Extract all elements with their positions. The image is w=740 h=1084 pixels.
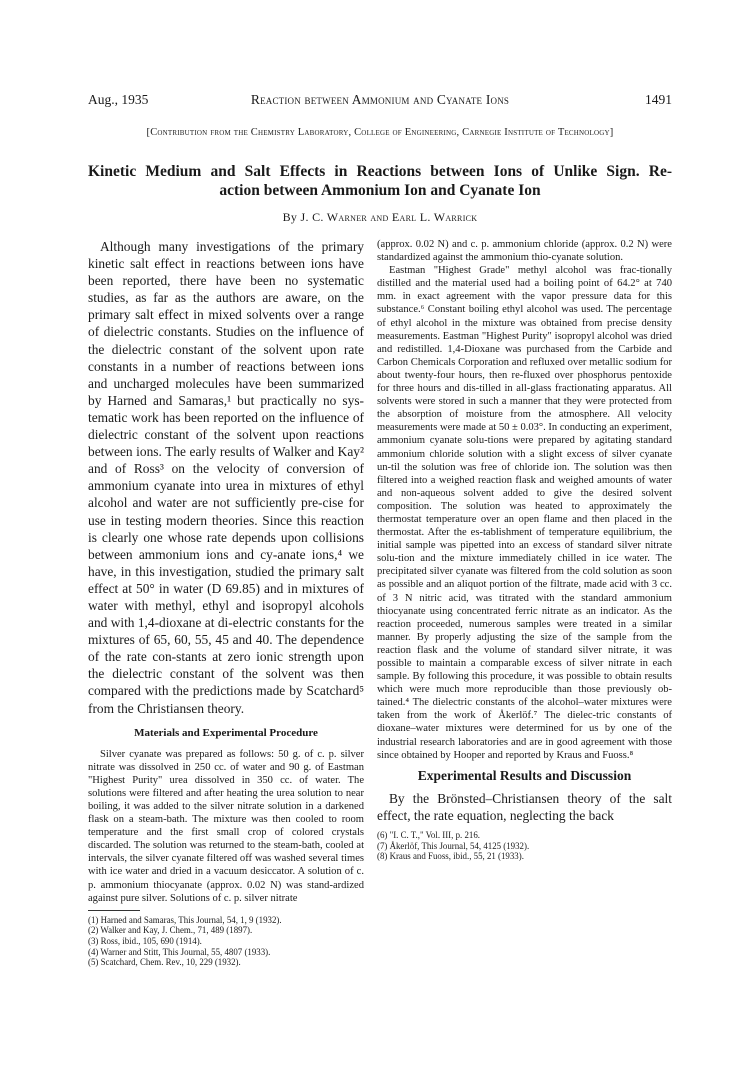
- article-title-line-2: action between Ammonium Ion and Cyanate Ion: [219, 182, 541, 199]
- article-title-line-1: Kinetic Medium and Salt Effects in Reactions between Ions of Unlike Sign. Re-: [88, 163, 672, 180]
- results-paragraph: By the Brönsted–Christiansen theory of the salt effect, the rate equation, neglecting the back: [377, 790, 672, 823]
- footnote-8: (8) Kraus and Fuoss, ibid., 55, 21 (1933).: [377, 851, 524, 862]
- author-line: [88, 210, 672, 225]
- right-column: [377, 238, 672, 862]
- author-names: J. C. Warner and Earl L. Warrick: [300, 210, 478, 224]
- page-number: 1491: [645, 92, 672, 107]
- footnote-5: (5) Scatchard, Chem. Rev., 10, 229 (1932).: [88, 957, 241, 968]
- materials-method-paragraph: Eastman "Highest Grade" methyl alcohol was frac-tionally distilled and the material used had a boiling point of 64.2° at 740 mm. in exact agreement with the vapor pressure data for this substance.⁶ Constant boiling ethyl alcohol was used. The percentage of ethyl alcohol in the mixture was obtained from precise density measurements. Eastman "Highest Purity" isopropyl alcohol was dried and redistilled. 1,4-Dioxane was purchased from the Carbide and Carbon Chemicals Corporation and refluxed over metallic sodium for about twenty-four hours, then re-fluxed over phosphorus pentoxide for three hours and dis-tilled in all-glass fractionating apparatus. All solvents were stored in such a manner that they were protected from the absorption of moisture from the atmosphere. All velocity measurements were made at 50 ± 0.03°. In conducting an experiment, ammonium cyanate solu-tions were prepared by agitating standard ammonium chloride solution with a slight excess of silver cyanate un-til the solution was free of chloride ion. The solution was then filtered into a weighed reaction flask and weighed amounts of water and non-aqueous solvent added to give the desired solvent composition. The solution was heated to approximately the thermostat temperature over an open flame and then placed in the thermostat. After the es-tablishment of temperature equilibrium, the initial sample was pipetted into an excess of standard silver nitrate solu-tion and the mixture immediately chilled in ice water. The precipitated silver cyanate was filtered from the cold solution as soon as possible and an aliquot portion of the filtrate, made acid with 3 cc. of 3 N nitric acid, was titrated with the standard ammonium thiocyanate using concentrated ferric nitrate as an indicator. As the reaction proceeded, numerous samples were treated in a similar manner. By properly adjusting the size of the sample from the reaction flask and the volume of standard silver nitrate, it was possible to maintain a comparable excess of silver nitrate in each sample. By following this procedure, it was possible to obtain results which were much more reproducible than those previously ob-tained.⁴ The dielectric constants of the alcohol–water mixtures were taken from the work of Åkerlöf.⁷ The dielec-tric constants of dioxane–water mixtures were determined for us by one of the industrial research laboratories and are in good agreement with those since obtained by Hooper and reported by Kraus and Fuoss.⁸: [377, 265, 672, 761]
- section-heading-materials: Materials and Experimental Procedure: [134, 726, 318, 739]
- running-head: [88, 92, 672, 110]
- procedure-paragraph: Silver cyanate was prepared as follows: 50 g. of c. p. silver nitrate was dissolved in 250 cc. of water and 90 g. of Eastman "Highest Purity" urea dissolved in 350 cc. of water. The solutions were filtered and after heating the urea solution to near boiling, it was added to the silver nitrate solution in a darkened flask on a steam-bath. The mixture was then cooled to room temperature and the first small crop of colored crystals discarded. The solution was returned to the steam-bath, cooled at intervals, the silver cyanate filtered off was washed several times with ice water and dried in a vacuum desiccator. A solution of c. p. ammonium thiocyanate (approx. 0.02 N) was stand-ardized against pure silver. Solutions of c. p. silver nitrate: [88, 748, 364, 904]
- footnote-2: (2) Walker and Kay, J. Chem., 71, 489 (1897).: [88, 925, 253, 936]
- running-head-date: Aug., 1935: [88, 92, 149, 107]
- footnote-1: (1) Harned and Samaras, This Journal, 54, 1, 9 (1932).: [88, 914, 282, 925]
- footnote-rule: [88, 910, 140, 911]
- introduction-paragraph: Although many investigations of the primary kinetic salt effect in reactions between ions have been reported, there have been no systematic studies, as far as the authors are aware, on the primary salt effect in mixed solvents over a range of dielectric constants. Studies on the influence of the dielectric constant of the solvent upon rate constants in a number of reactions between ions and uncharged molecules have been summarized by Harned and Samaras,¹ but practically no sys-tematic work has been reported on the influence of dielectric constant of the solvent upon reactions between ions. The early results of Walker and Kay² and of Ross³ on the velocity of conversion of ammonium cyanate into urea in mixtures of ethyl alcohol and water are not sufficiently pre-cise for use in testing modern theories. Since this reaction is clearly one whose rate depends upon collisions between ammonium ions and cy-anate ions,⁴ we have, in this investigation, studied the primary salt effect at 50° in water (D 69.85) and in mixtures of water with methyl, ethyl and isopropyl alcohols and with 1,4-dioxane at di-electric constants for the mixtures of 65, 60, 55, 45 and 40. The dependence of the rate con-stants at zero ionic strength upon the dielectric constant of the solvent was then compared with the predictions made by Scatchard⁵ from the Christiansen theory.: [88, 239, 364, 716]
- article-title: [88, 162, 672, 200]
- left-column: [88, 238, 364, 968]
- contribution-note: [Contribution from the Chemistry Laboratory, College of Engineering, Carnegie Institute of Technology]: [146, 127, 614, 138]
- footnote-7: (7) Åkerlöf, This Journal, 54, 4125 (1932).: [377, 840, 530, 851]
- running-head-title: Reaction between Ammonium and Cyanate Ions: [250, 92, 510, 107]
- section-heading-results: Experimental Results and Discussion: [417, 767, 632, 783]
- footnote-4: (4) Warner and Stitt, This Journal, 55, 4807 (1933).: [88, 946, 271, 957]
- author-by: By: [282, 210, 298, 224]
- footnote-3: (3) Ross, ibid., 105, 690 (1914).: [88, 935, 202, 946]
- footnote-6: (6) "I. C. T.," Vol. III, p. 216.: [377, 829, 480, 840]
- standardization-paragraph: (approx. 0.02 N) and c. p. ammonium chloride (approx. 0.2 N) were standardized against the ammonium thio-cyanate solution.: [377, 239, 672, 264]
